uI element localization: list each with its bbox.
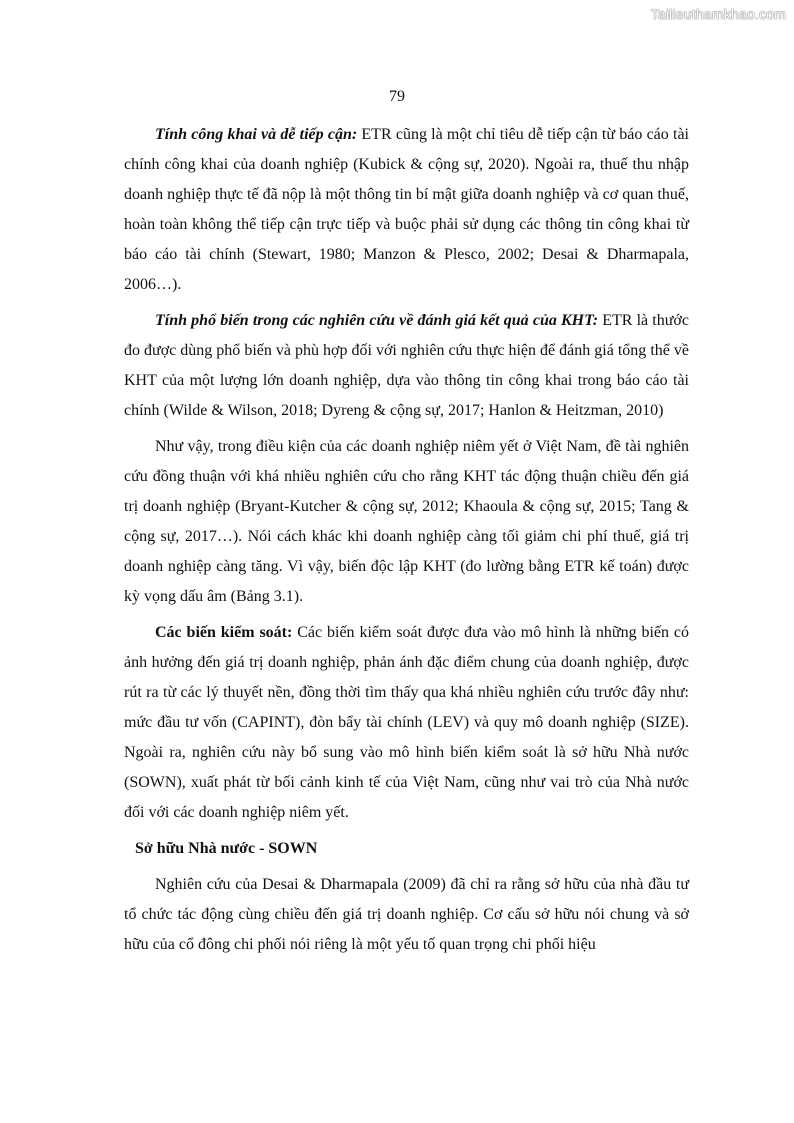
document-body bbox=[124, 120, 689, 966]
paragraph-control-variables bbox=[124, 618, 689, 828]
paragraph-lead: Tính phổ biến trong các nghiên cứu về đánh giá kết quả của KHT: bbox=[155, 312, 599, 329]
paragraph-popularity bbox=[124, 306, 689, 426]
page-number: 79 bbox=[389, 88, 405, 105]
paragraph-text: Các biến kiểm soát được đưa vào mô hình là những biến có ảnh hưởng đến giá trị doanh nghiệp, phản ánh đặc điểm chung của doanh nghiệp, được rút ra từ các lý thuyết nền, đồng thời tìm thấy qua khá nhiều nghiên cứu trước đây như: mức đầu tư vốn (CAPINT), đòn bẩy tài chính (LEV) và quy mô doanh nghiệp (SIZE). Ngoài ra, nghiên cứu này bổ sung vào mô hình biến kiểm soát là sở hữu Nhà nước (SOWN), xuất phát từ bối cảnh kinh tế của Việt Nam, cũng như vai trò của Nhà nước đối với các doanh nghiệp niêm yết. bbox=[124, 624, 690, 821]
paragraph-text: Như vậy, trong điều kiện của các doanh nghiệp niêm yết ở Việt Nam, đề tài nghiên cứu đồng thuận với khá nhiều nghiên cứu cho rằng KHT tác động thuận chiều đến giá trị doanh nghiệp (Bryant-Kutcher & cộng sự, 2012; Khaoula & cộng sự, 2015; Tang & cộng sự, 2017…). Nói cách khác khi doanh nghiệp càng tối giảm chi phí thuế, giá trị doanh nghiệp càng tăng. Vì vậy, biến độc lập KHT (đo lường bằng ETR kế toán) được kỳ vọng dấu âm (Bảng 3.1). bbox=[124, 438, 689, 605]
paragraph-lead: Các biến kiểm soát: bbox=[155, 624, 293, 641]
paragraph-public-access bbox=[124, 120, 689, 300]
paragraph-text: Nghiên cứu của Desai & Dharmapala (2009) đã chỉ ra rằng sở hữu của nhà đầu tư tổ chức tác động cùng chiều đến giá trị doanh nghiệp. Cơ cấu sở hữu nói chung và sở hữu của cổ đông chi phối nói riêng là một yếu tố quan trọng chi phối hiệu bbox=[124, 876, 689, 953]
paragraph-conclusion bbox=[124, 432, 689, 612]
paragraph-lead: Tính công khai và dễ tiếp cận: bbox=[155, 126, 358, 143]
watermark: Tailieuthamkhao.com bbox=[650, 6, 786, 22]
paragraph-text: ETR cũng là một chỉ tiêu dễ tiếp cận từ báo cáo tài chính công khai của doanh nghiệp (Kubick & cộng sự, 2020). Ngoài ra, thuế thu nhập doanh nghiệp thực tế đã nộp là một thông tin bí mật giữa doanh nghiệp và cơ quan thuế, hoàn toàn không thể tiếp cận trực tiếp và buộc phải sử dụng các thông tin công khai từ báo cáo tài chính (Stewart, 1980; Manzon & Plesco, 2002; Desai & Dharmapala, 2006…). bbox=[124, 126, 689, 293]
section-heading: Sở hữu Nhà nước - SOWN bbox=[135, 840, 318, 857]
paragraph-text: ETR là thước đo được dùng phổ biến và phù hợp đối với nghiên cứu thực hiện để đánh giá tổng thể về KHT của một lượng lớn doanh nghiệp, dựa vào thông tin công khai trong báo cáo tài chính (Wilde & Wilson, 2018; Dyreng & cộng sự, 2017; Hanlon & Heitzman, 2010) bbox=[124, 312, 689, 419]
paragraph-sown bbox=[124, 870, 689, 960]
